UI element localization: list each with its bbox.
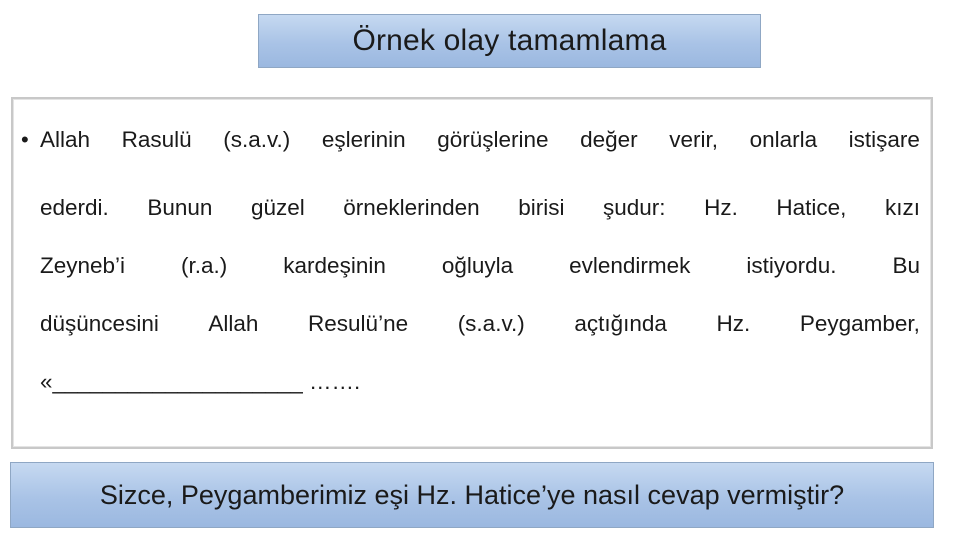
paragraph-word: güzel	[250, 195, 305, 220]
question-text: Sizce, Peygamberimiz eşi Hz. Hatice’ye nasıl cevap vermiştir?	[99, 479, 845, 510]
paragraph-word: değer	[580, 127, 638, 152]
paragraph-word: Peygamber,	[799, 311, 920, 336]
paragraph-word: verir,	[669, 127, 718, 152]
content-panel	[11, 97, 933, 449]
paragraph-line	[40, 121, 920, 179]
paragraph-line	[40, 237, 920, 295]
paragraph-word: görüşlerine	[437, 127, 549, 152]
paragraph-word: eşlerinin	[321, 127, 406, 152]
paragraph-word: ederdi.	[40, 195, 109, 220]
question-banner	[10, 462, 934, 528]
slide-title: Örnek olay tamamlama	[352, 24, 667, 57]
paragraph-word: Allah	[40, 127, 91, 152]
paragraph-word: Hz.	[716, 311, 751, 336]
paragraph-word: istişare	[848, 127, 920, 152]
paragraph-word: (s.a.v.)	[223, 127, 291, 152]
story-paragraph	[40, 121, 920, 411]
paragraph-word: Rasulü	[121, 127, 192, 152]
paragraph-word: Bunun	[147, 195, 213, 220]
paragraph-word: (s.a.v.)	[457, 311, 525, 336]
paragraph-word: Allah	[208, 311, 259, 336]
paragraph-word: şudur:	[603, 195, 666, 220]
paragraph-word: açtığında	[574, 311, 667, 336]
paragraph-word: düşüncesini	[40, 311, 159, 336]
paragraph-word: (r.a.)	[181, 253, 228, 278]
paragraph-line: «____________________ …….	[40, 369, 361, 394]
paragraph-line	[40, 295, 920, 353]
paragraph-word: Resulü’ne	[308, 311, 409, 336]
paragraph-word: istiyordu.	[746, 253, 837, 278]
paragraph-word: onlarla	[749, 127, 818, 152]
paragraph-word: evlendirmek	[569, 253, 691, 278]
paragraph-word: kızı	[884, 195, 920, 220]
paragraph-word: Bu	[892, 253, 920, 278]
paragraph-word: örneklerinden	[343, 195, 480, 220]
title-banner	[258, 14, 761, 68]
paragraph-word: birisi	[518, 195, 565, 220]
paragraph-word: kardeşinin	[283, 253, 386, 278]
paragraph-word: Hatice,	[776, 195, 847, 220]
bullet-marker: •	[21, 127, 29, 152]
paragraph-word: Zeyneb’i	[40, 253, 126, 278]
paragraph-word: Hz.	[704, 195, 738, 220]
paragraph-word: oğluyla	[441, 253, 514, 278]
paragraph-line	[40, 179, 920, 237]
